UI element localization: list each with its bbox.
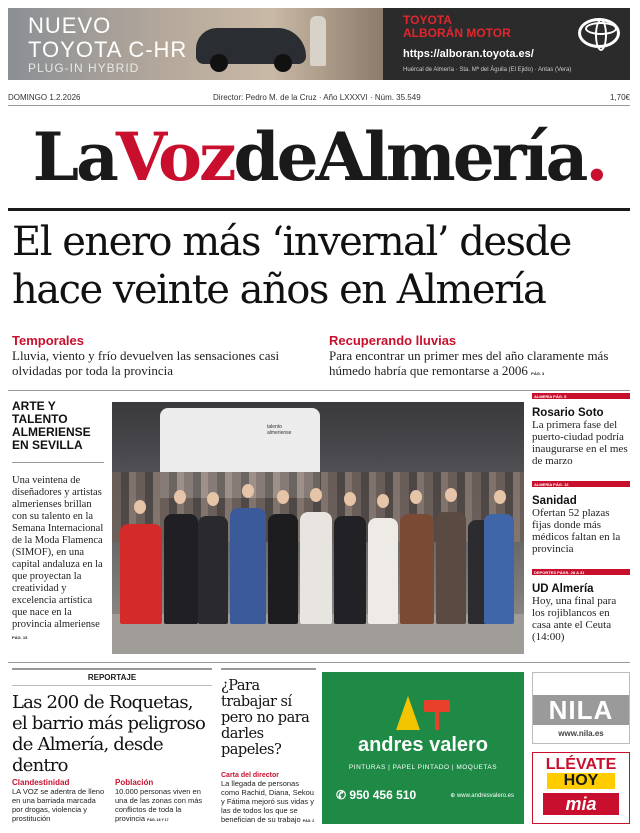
reportaje-sub-clandestinidad[interactable]: [12, 778, 108, 823]
page-ref: PÁG. 2: [302, 819, 315, 823]
photo-head: [310, 488, 322, 502]
brief-tag: DEPORTES PÁGS. 28 A 31: [532, 569, 630, 575]
brief-text: Ofertan 52 plazas fijas donde más médicos faltan en la provincia: [532, 507, 621, 555]
toyota-logo-icon: [578, 18, 620, 48]
toyota-chr-ad-image[interactable]: [8, 8, 383, 80]
photo-head: [445, 488, 457, 502]
arte-title: ARTE Y TALENTO ALMERIENSE EN SEVILLA: [12, 400, 104, 463]
nila-ad[interactable]: [532, 672, 630, 744]
photo-head: [494, 490, 506, 504]
arte-text: [12, 475, 104, 644]
masthead-rule: [8, 208, 630, 211]
logo-de: de: [233, 118, 316, 196]
section-label: REPORTAJE: [12, 668, 212, 686]
edition-director: Director: Pedro M. de la Cruz · Año LXXXVI · Núm. 35.549: [213, 93, 421, 102]
photo-person: [484, 514, 514, 624]
main-sub-temporales[interactable]: [12, 333, 312, 378]
photo-head: [344, 492, 356, 506]
carta-text: [221, 779, 316, 826]
reportaje-headline: Las 200 de Roquetas, el barrio más peligroso de Almería, desde dentro: [12, 692, 205, 776]
brief-head: Rosario Soto: [532, 407, 604, 419]
photo-person: [300, 512, 332, 624]
briefs-column: [532, 393, 630, 657]
sub-text-body: 10.000 personas viven en una de las zonas con más conflictos de toda la provincia: [115, 787, 203, 823]
advertiser-phone[interactable]: [336, 788, 416, 802]
simof-group-photo[interactable]: [112, 402, 524, 654]
brief-tag: ALMERÍA PÁG. 5: [532, 393, 630, 399]
photo-person: [368, 518, 398, 624]
logo-almeria: Almería: [315, 118, 586, 196]
advertiser-web[interactable]: [450, 792, 514, 799]
main-headline-line1: El enero más ‘invernal’ desde: [12, 219, 571, 265]
brief-sanidad[interactable]: [532, 481, 630, 555]
web-url: www.andresvalero.es: [456, 793, 514, 799]
photo-person: [198, 516, 228, 624]
logo-dot: .: [585, 118, 606, 196]
car-image: [196, 28, 306, 64]
edition-date: DOMINGO 1.2.2026: [8, 93, 81, 102]
edition-price: 1,70€: [609, 93, 630, 102]
photo-person: [230, 508, 266, 624]
dealer-brand: TOYOTA: [403, 13, 452, 27]
sub-text: LA VOZ se adentra de lleno en una barriada marcada por drogas, violencia y prostitución: [12, 787, 105, 823]
photo-person: [268, 514, 298, 624]
phone-number: 950 456 510: [349, 788, 417, 802]
ad-headline: [28, 14, 187, 62]
nila-url: www.nila.es: [558, 729, 604, 738]
andres-valero-ad[interactable]: [322, 672, 524, 824]
advertiser-tagline: PINTURAS | PAPEL PINTADO | MOQUETAS: [348, 764, 498, 771]
promo-line1: LLÉVATE: [545, 756, 617, 773]
masthead[interactable]: [8, 112, 630, 202]
photo-head: [174, 490, 186, 504]
sub-text: Lluvia, viento y frío devuelven las sensaciones casi olvidadas por toda la provincia: [12, 348, 280, 378]
carta-kicker: Carta del director: [221, 772, 279, 779]
photo-head: [242, 484, 254, 498]
page-ref: PÁG. 15: [12, 635, 28, 640]
phone-icon: ✆: [336, 788, 347, 802]
dealer-name: [403, 14, 511, 40]
page-ref: PÁG. 16 Y 17: [147, 818, 169, 822]
carta-body: La llegada de personas como Rachid, Diana, Sekou y Fátima mejoró sus vidas y las de todos los que se benefician de su trabajo: [221, 779, 314, 824]
brief-tag: ALMERÍA PÁG. 12: [532, 481, 630, 487]
brief-text: Hoy, una final para los rojiblancos en casa ante el Ceuta (14:00): [532, 595, 617, 643]
reportaje-sub-poblacion[interactable]: [115, 778, 211, 825]
photo-sign: talento almeriense: [267, 424, 292, 436]
bottom-rule: [8, 662, 630, 663]
photo-head: [207, 492, 219, 506]
section-rule: [8, 390, 630, 391]
carta-headline: ¿Para trabajar sí pero no para darles papeles?: [221, 678, 310, 758]
sub-text-body: Para encontrar un primer mes del año claramente más húmedo habría que remontarse a 2006: [329, 348, 609, 378]
brief-rosario-soto[interactable]: [532, 393, 630, 467]
photo-person: [400, 514, 434, 624]
nila-logo: NILA: [533, 695, 629, 725]
logo-voz: Voz: [115, 118, 234, 196]
photo-person: [436, 512, 466, 624]
person-image: [310, 16, 326, 66]
edition-info-strip: [8, 90, 630, 106]
logo-la: La: [32, 118, 116, 196]
main-headline-line2: hace veinte años en Almería: [12, 267, 546, 313]
sub-kicker: Población: [115, 778, 154, 787]
ad-line-hybrid: PLUG-IN HYBRID: [28, 61, 140, 75]
newspaper-logo[interactable]: [8, 112, 630, 202]
brief-head: Sanidad: [532, 495, 577, 507]
sub-kicker: Recuperando lluvias: [329, 333, 457, 348]
globe-icon: ⊕: [450, 793, 456, 799]
carta-director-story[interactable]: [221, 668, 316, 826]
photo-head: [377, 494, 389, 508]
page-ref: PÁG. 3: [531, 371, 545, 376]
brief-ud-almeria[interactable]: [532, 569, 630, 643]
photo-person: [120, 524, 162, 624]
top-advertisement[interactable]: [8, 8, 630, 80]
reportaje-story[interactable]: [12, 668, 212, 776]
advertiser-name: andres valero: [357, 734, 489, 756]
ad-line-model: TOYOTA C-HR: [28, 37, 188, 62]
ad-line-nuevo: NUEVO: [28, 13, 112, 38]
brief-text: La primera fase del puerto-ciudad podría inaugurarse en el mes de marzo: [532, 419, 628, 467]
promo-line2: HOY: [547, 773, 615, 789]
sub-text: [329, 348, 629, 381]
dealer-address: Huércal de Almería · Sta. Mª del Águila (El Ejido) · Antas (Vera): [403, 67, 572, 73]
photo-person: [334, 516, 366, 624]
photo-head: [134, 500, 146, 514]
arte-story[interactable]: [12, 400, 104, 644]
photo-person: [164, 514, 198, 624]
brief-head: UD Almería: [532, 583, 594, 595]
sub-kicker: Clandestinidad: [12, 778, 70, 787]
photo-head: [277, 490, 289, 504]
main-headline[interactable]: [12, 218, 632, 314]
promo-brand: mia: [543, 793, 619, 815]
photo-head: [410, 490, 422, 504]
main-sub-lluvias[interactable]: [329, 333, 629, 381]
llevate-hoy-ad[interactable]: [532, 752, 630, 824]
arte-body: Una veintena de diseñadores y artistas almerienses brillan con su talento en la Semana Internacional de la Moda Flamenca (SIMOF), en una capital andaluza en la que proyectan la creatividad y excelencia artística que nace en la provincia almeriense: [12, 475, 104, 630]
dealer-subbrand: ALBORÁN MOTOR: [403, 26, 511, 40]
dealer-url[interactable]: https://alboran.toyota.es/: [403, 48, 534, 60]
sub-text: [115, 787, 211, 825]
sub-kicker: Temporales: [12, 333, 85, 348]
paint-roller-logo-icon: [394, 694, 452, 732]
dealer-panel[interactable]: [383, 8, 630, 80]
